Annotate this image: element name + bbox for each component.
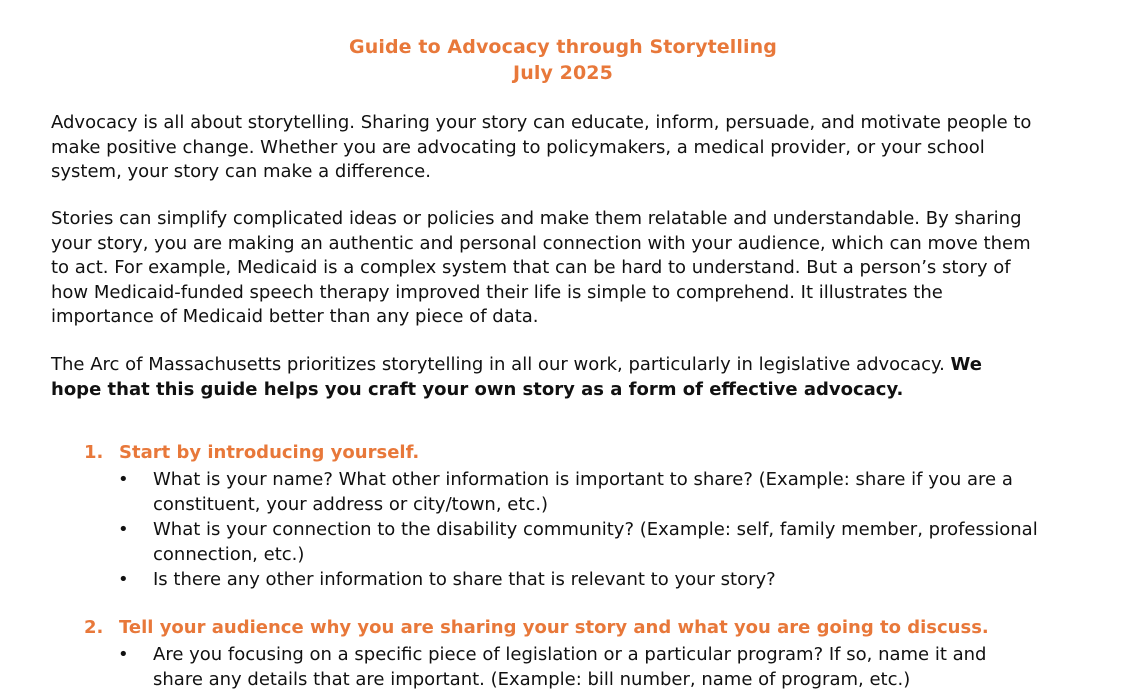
paragraph-line: make positive change. Whether you are advocating to policymakers, a medical provider, or your school [51, 136, 985, 158]
paragraph-line: to act. For example, Medicaid is a complex system that can be hard to understand. But a person’s story of [51, 257, 1011, 278]
list-item-line: What is your connection to the disability community? (Example: self, family member, professional [153, 519, 1038, 540]
paragraph-line: importance of Medicaid better than any piece of data. [51, 306, 539, 327]
paragraph-line: Advocacy is all about storytelling. Sharing your story can educate, inform, persuade, and motivate people to [51, 112, 1032, 133]
bullet-icon: • [118, 644, 129, 665]
list-item-line: connection, etc.) [153, 544, 305, 565]
paragraph-line: your story, you are making an authentic and personal connection with your audience, which can move them [51, 232, 1031, 254]
section-heading-1 [84, 441, 419, 465]
paragraph-text: The Arc of Massachusetts prioritizes storytelling in all our work, particularly in legislative advocacy. [51, 354, 951, 375]
bullet-icon: • [118, 569, 129, 590]
list-item-line: What is your name? What other information is important to share? (Example: share if you are a [153, 469, 1013, 490]
intro-paragraph-3 [51, 353, 1091, 402]
list-item [153, 567, 1113, 592]
document-date: July 2025 [513, 62, 613, 84]
intro-paragraph-2 [51, 207, 1091, 330]
intro-paragraph-1 [51, 111, 1091, 185]
list-item [153, 517, 1113, 567]
section-heading-2 [84, 616, 989, 640]
document-title-line: Guide to Advocacy through Storytelling [349, 36, 777, 58]
list-item [153, 642, 1113, 692]
section-title: Tell your audience why you are sharing your story and what you are going to discuss. [119, 617, 989, 638]
document-title [0, 34, 1126, 86]
bullet-icon: • [118, 519, 129, 540]
list-item-line: constituent, your address or city/town, etc.) [153, 494, 549, 515]
paragraph-line: system, your story can make a difference. [51, 161, 431, 182]
paragraph-line [51, 353, 1091, 378]
list-item-line: Are you focusing on a specific piece of legislation or a particular program? If so, name it and [153, 644, 987, 665]
paragraph-line: Stories can simplify complicated ideas or policies and make them relatable and understandable. By sharing [51, 208, 1022, 229]
section-title: Start by introducing yourself. [119, 442, 420, 463]
paragraph-line: how Medicaid-funded speech therapy improved their life is simple to comprehend. It illustrates the [51, 281, 943, 303]
bullet-icon: • [118, 469, 129, 490]
list-item [153, 467, 1113, 517]
section-number: 2. [84, 617, 104, 638]
paragraph-emphasis: hope that this guide helps you craft your own story as a form of effective advocacy. [51, 378, 904, 400]
list-item-line: Is there any other information to share that is relevant to your story? [153, 569, 776, 590]
section-number: 1. [84, 442, 104, 463]
list-item-line: share any details that are important. (Example: bill number, name of program, etc.) [153, 669, 911, 690]
paragraph-emphasis: We [950, 354, 982, 375]
